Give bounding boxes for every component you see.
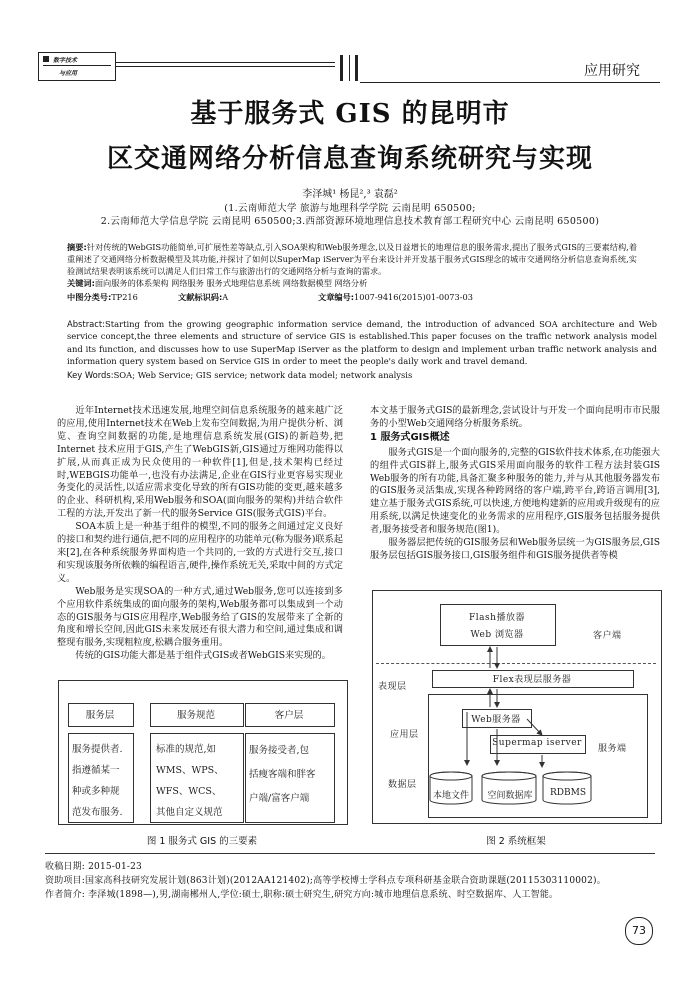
abstract-en: [67, 318, 657, 367]
body-left-column: [57, 405, 343, 663]
doc-label: 文献标识码:: [178, 292, 223, 302]
header-rule: [115, 62, 335, 63]
spatial-database: 空间数据库: [487, 791, 533, 801]
server-label: 服务端: [598, 744, 627, 754]
doc-value: A: [222, 292, 229, 302]
clc-number: [67, 292, 138, 303]
header-divider: [349, 55, 350, 81]
figure1-header-service: 服务层: [85, 710, 115, 721]
received-date: 收稿日期: 2015-01-23: [45, 862, 142, 872]
figure1-cell: 服务提供者.: [72, 744, 123, 755]
keywords-text: 面向服务的体系架构 网络服务 服务式地理信息系统 网络数据模型 网络分析: [94, 278, 368, 288]
paragraph: 传统的GIS功能大都是基于组件式GIS或者WebGIS来实现的。: [75, 650, 331, 662]
article-number: [318, 292, 473, 303]
abstract-en-label: Abstract:: [67, 319, 105, 329]
header-rule: [115, 66, 335, 67]
affiliation-line: 2.云南师范大学信息学院 云南昆明 650500;3.西部资源环境地理信息技术教育部工程研究中心 云南昆明 650500): [100, 216, 600, 227]
figure1-col1: [72, 739, 123, 823]
figure1-header-client: 客户层: [274, 710, 304, 721]
supermap-iserver: Supermap iserver: [492, 738, 582, 748]
keywords-en-label: Key Words:: [67, 370, 114, 380]
header-divider: [340, 55, 343, 81]
figure1-caption: 图 1 服务式 GIS 的三要素: [146, 836, 258, 847]
figure1-cell: WFS、WCS、: [156, 786, 222, 797]
abstract-en-text: Starting from the growing geographic information service demand, the introduction of advanced SOA architecture and Web service concept,the three elements and structure of service GIS is established.This paper focuses on the traffic network analysis model and its function, and discusses how to use SuperMap iServer as the platform to design and implement urban traffic network analysis and information query system based on Service GIS in order to meet the people's daily work and travel demand.: [67, 319, 657, 366]
abstract-text: 针对传统的WebGIS功能简单,可扩展性差等缺点,引入SOA架构和Web服务理念,以及日益增长的地理信息的服务需求,提出了服务式GIS的三要素结构,着重阐述了交通网络分析数据模型及其功能,并探讨了如何以SuperMap iServer为平台来设计并开发基于服务式GIS理念的城市交通网络分析信息查询系统,实验测试结果表明该系统可以满足人们日常工作与旅游出行的交通网络分析与查询的需求。: [67, 242, 638, 276]
clc-value: TP216: [111, 292, 138, 302]
figure1-cell: 指遵循某一: [72, 765, 120, 776]
figure1-cell: 种或多种规: [72, 786, 120, 797]
keywords-en-text: SOA; Web Service; GIS service; network data model; network analysis: [113, 370, 413, 380]
data-layer-label: 数据层: [388, 780, 417, 790]
paper-title-line1: 基于服务式 GIS 的昆明市: [190, 99, 510, 129]
logo-line1: 数字技术: [53, 57, 78, 64]
figure1-cell: 服务接受者,包: [249, 745, 310, 756]
funding: 资助项目:国家高科技研究发展计划(863计划)(2012AA121402);高等学校博士学科点专项科研基金联合资助课题(20115303110002)。: [45, 876, 606, 886]
paragraph: 服务式GIS是一个面向服务的,完整的GIS软件技术体系,在功能强大的组件式GIS群上,服务式GIS采用面向服务的软件工程方法封装GIS Web服务的所有功能,具备汇聚多种服务的能力,并与从其他服务器发布的GIS服务灵活集成,实现各种跨网络的客户端,跨平台,跨语言调用[3],建立基于服务式GIS系统,可以快速,方便地构建新的应用或升级现有的应用系统,以满足快速变化的业务需求的应用程序,GIS服务包括服务提供者,服务接受者和服务规范(图1)。: [370, 446, 660, 536]
web-browser: Web 浏览器: [470, 630, 524, 640]
keywords-label: 关键词:: [67, 278, 95, 288]
figure1-cell: 括瘦客端和胖客: [249, 769, 316, 780]
figure1-cell: 其他自定义规范: [156, 807, 223, 818]
authors: 李泽城¹ 杨昆²,³ 袁磊²: [302, 189, 398, 200]
presentation-layer-label: 表现层: [378, 682, 407, 692]
footnote-rule: [45, 853, 655, 854]
abstract-label: 摘要:: [67, 242, 87, 252]
affiliation-line: (1.云南师范大学 旅游与地理科学学院 云南昆明 650500;: [224, 203, 476, 214]
keywords-cn: [67, 278, 637, 289]
paper-title-line2: 区交通网络分析信息查询系统研究与实现: [106, 144, 593, 174]
doc-code: [178, 292, 228, 303]
web-server: Web服务器: [471, 715, 521, 725]
flex-server: Flex表现层服务器: [492, 675, 572, 685]
figure2-arrows: [372, 590, 660, 822]
paragraph: 服务器层把传统的GIS服务层和Web服务层统一为GIS服务层,GIS服务层包括GIS服务接口,GIS服务组件和GIS服务提供者等模: [370, 537, 660, 561]
journal-logo: [38, 52, 116, 81]
figure1-col2: [156, 739, 224, 823]
article-value: 1007-9416(2015)01-0073-03: [354, 292, 473, 302]
figure2-caption: 图 2 系统框架: [486, 836, 546, 847]
author-bio: 作者简介: 李泽城(1898—),男,湖南郴州人,学位:硕士,职称:硕士研究生,研究方向:城市地理信息系统、时空数据库、人工智能。: [45, 890, 559, 900]
keywords-en: [67, 369, 657, 381]
body-right-column: [370, 405, 660, 563]
header-divider: [355, 55, 358, 81]
clc-label: 中图分类号:: [67, 292, 112, 302]
section-label: 应用研究: [584, 63, 640, 79]
article-label: 文章编号:: [318, 292, 355, 302]
section-heading: 1 服务式GIS概述: [370, 431, 450, 443]
abstract-cn: [67, 241, 637, 277]
paragraph: 本文基于服务式GIS的最新理念,尝试设计与开发一个面向昆明市市民服务的小型Web交通网络分析服务系统。: [370, 405, 660, 429]
paragraph: Web服务是实现SOA的一种方式,通过Web服务,您可以连接到多个应用软件系统集成的面向服务的架构,Web服务都可以集成到一个动态的GIS服务与GIS应用程序,Web服务给了GIS的发展带来了全新的角度和增长空间,因此GIS未来发展还有很大潜力和空间,通过集成和调整现有服务,实现粗粒度,松耦合服务重用。: [57, 585, 343, 649]
flash-player: Flash播放器: [469, 613, 525, 623]
rdbms: RDBMS: [550, 788, 586, 798]
figure1-col3: [249, 739, 316, 811]
local-file: 本地文件: [432, 791, 469, 801]
logo-line2: 与应用: [59, 70, 78, 77]
figure1-cell: 范发布服务.: [72, 807, 123, 818]
figure1-cell: 标准的规范,如: [156, 744, 217, 755]
application-layer-label: 应用层: [390, 730, 419, 740]
client-label: 客户端: [593, 631, 622, 641]
paragraph: SOA本质上是一种基于组件的模型,不同的服务之间通过定义良好的接口和契约进行通信,把不同的应用程序的功能单元(称为服务)联系起来[2],在各种系统服务界面构造一个共同的,一致的方式进行交互,接口和实现该服务所依赖的编程语言,硬件,操作系统无关,采取中间的方式定义。: [57, 521, 343, 584]
figure1-header-spec: 服务规范: [176, 710, 215, 721]
figure1-cell: 户端/富客户端: [249, 793, 310, 804]
paragraph: 近年Internet技术迅速发展,地理空间信息系统服务的越来越广泛的应用,使用Internet技术在Web上发布空间数据,为用户提供分析、浏览、查询空间数据的功能,是地理信息系统发展(GIS)的新趋势,把Internet 技术应用于GIS,产生了WebGIS新,GIS通过万维网功能得以扩展,从而真正成为民众使用的一种软件[1],但是,技术架构已经过时,WEBGIS功能单一,也没有办法满足,企业在GIS行业更容易实现业务变化的灵活性,以适应需求变化导致的所有GIS功能的变更,越来越多的企业、科研机构,采用Web服务和SOA(面向服务的架构)并结合软件工程的方法,开发出了新一代的服务Service GIS(服务式GIS)平台。: [57, 405, 343, 520]
page-number: 73: [632, 924, 646, 937]
header-rule: [360, 82, 660, 83]
figure1-cell: WMS、WPS、: [156, 765, 224, 776]
